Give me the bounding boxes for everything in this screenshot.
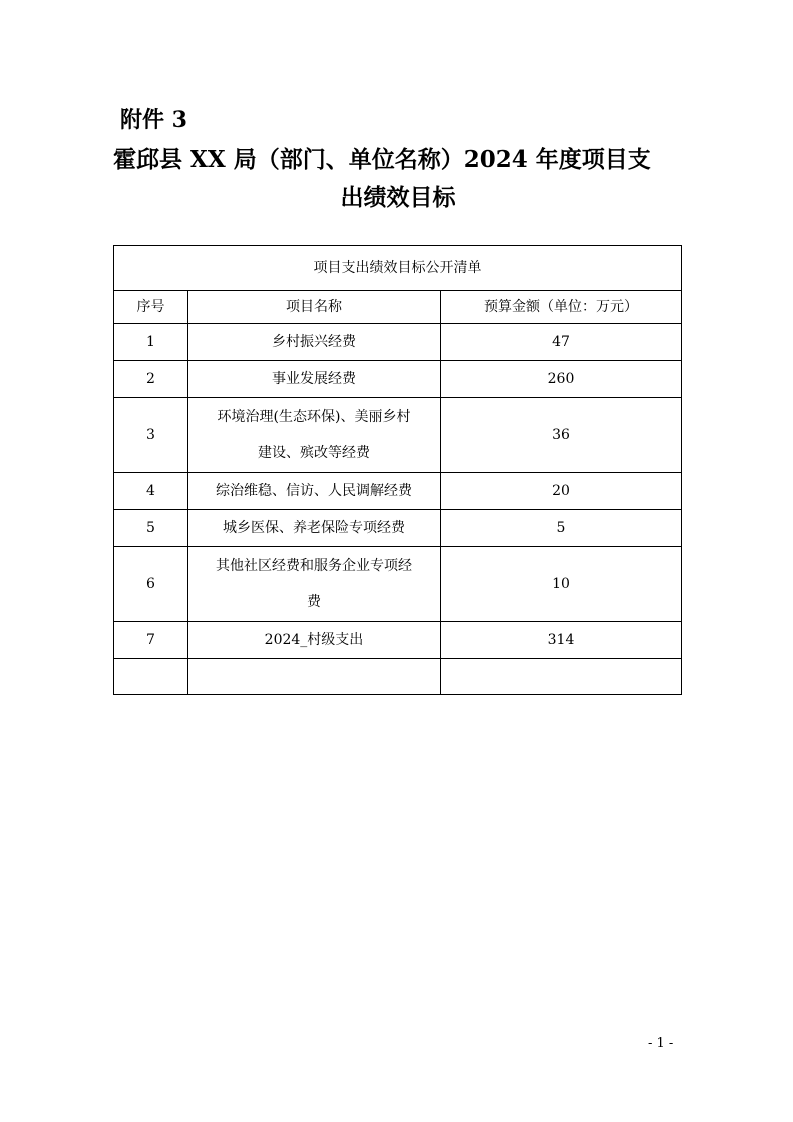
table-header-row	[114, 291, 682, 324]
performance-target-table	[113, 245, 682, 695]
table-row	[114, 547, 682, 622]
table-row	[114, 398, 682, 473]
table-row	[114, 361, 682, 398]
empty-cell	[188, 659, 441, 695]
header-no: 序号	[114, 291, 188, 324]
row-no: 6	[114, 547, 188, 622]
table-row	[114, 473, 682, 510]
header-name: 项目名称	[188, 291, 441, 324]
row-amount: 47	[441, 324, 682, 361]
row-name-line-1: 其他社区经费和服务企业专项经	[216, 558, 412, 574]
document-title-line-2: 出绩效目标	[340, 184, 456, 211]
row-amount: 5	[441, 510, 682, 547]
row-no: 2	[114, 361, 188, 398]
row-name: 城乡医保、养老保险专项经费	[188, 510, 441, 547]
row-name: 事业发展经费	[188, 361, 441, 398]
row-amount: 260	[441, 361, 682, 398]
table-row	[114, 510, 682, 547]
row-amount: 20	[441, 473, 682, 510]
table-caption-row	[114, 246, 682, 291]
page-number: - 1 -	[648, 1036, 674, 1051]
row-no: 7	[114, 622, 188, 659]
row-name	[188, 547, 441, 622]
row-name: 2024_村级支出	[188, 622, 441, 659]
empty-cell	[114, 659, 188, 695]
row-name-line-2: 费	[307, 594, 321, 610]
row-no: 1	[114, 324, 188, 361]
attachment-label: 附件 3	[120, 107, 187, 133]
table-row	[114, 324, 682, 361]
row-name: 综治维稳、信访、人民调解经费	[188, 473, 441, 510]
row-no: 3	[114, 398, 188, 473]
document-title-line-1: 霍邱县 XX 局（部门、单位名称）2024 年度项目支	[113, 146, 651, 173]
table-row-empty	[114, 659, 682, 695]
row-no: 5	[114, 510, 188, 547]
row-name-line-1: 环境治理(生态环保)、美丽乡村	[217, 409, 411, 425]
row-name-line-2: 建设、殡改等经费	[258, 445, 370, 461]
row-amount: 10	[441, 547, 682, 622]
row-no: 4	[114, 473, 188, 510]
table-caption: 项目支出绩效目标公开清单	[114, 246, 682, 291]
empty-cell	[441, 659, 682, 695]
table-row	[114, 622, 682, 659]
row-amount: 36	[441, 398, 682, 473]
row-name	[188, 398, 441, 473]
row-amount: 314	[441, 622, 682, 659]
row-name: 乡村振兴经费	[188, 324, 441, 361]
header-amount: 预算金额（单位：万元）	[441, 291, 682, 324]
